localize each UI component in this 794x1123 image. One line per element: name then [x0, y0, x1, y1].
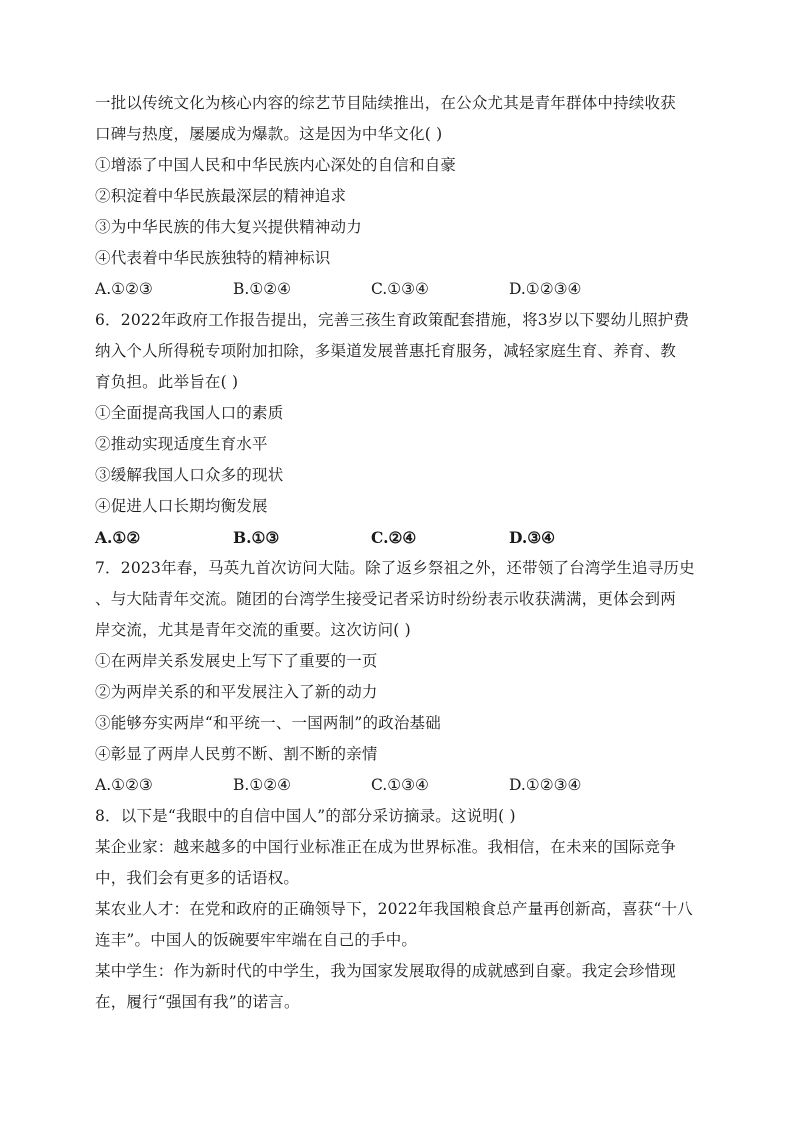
statement-item: ④促进人口长期均衡发展: [95, 497, 268, 515]
answer-options: [95, 522, 705, 553]
option-a: A.①②③: [95, 776, 153, 794]
question-stem-line: 7．2023年春，马英九首次访问大陆。除了返乡祭祖之外，还带领了台湾学生追寻历史: [95, 559, 695, 577]
option-c: C.①③④: [371, 776, 429, 794]
quote-line: 连丰”。中国人的饭碗要牢牢端在自己的手中。: [95, 931, 418, 949]
statement-item: ②积淀着中华民族最深层的精神追求: [95, 187, 347, 205]
question-stem-line: 育负担。此举旨在( ): [95, 373, 239, 391]
question-6: [95, 305, 705, 553]
option-a: A.①②: [95, 528, 141, 547]
exam-page: [95, 88, 705, 1018]
statement-item: ②推动实现适度生育水平: [95, 435, 268, 453]
answer-options: [95, 770, 705, 801]
option-a: A.①②③: [95, 280, 153, 298]
option-d: D.③④: [509, 528, 556, 547]
quote-line: 某企业家：越来越多的中国行业标准正在成为世界标准。我相信，在未来的国际竞争: [95, 838, 676, 856]
statement-item: ③为中华民族的伟大复兴提供精神动力: [95, 218, 362, 236]
answer-options: [95, 274, 705, 305]
option-d: D.①②③④: [509, 776, 582, 794]
option-c: C.②④: [371, 528, 417, 547]
question-stem-line: 口碑与热度，屡屡成为爆款。这是因为中华文化( ): [95, 125, 443, 143]
quote-line: 某农业人才：在党和政府的正确领导下，2022年我国粮食总产量再创新高，喜获“十八: [95, 900, 693, 918]
question-stem-line: 岸交流，尤其是青年交流的重要。这次访问( ): [95, 621, 411, 639]
statement-item: ①增添了中国人民和中华民族内心深处的自信和自豪: [95, 156, 457, 174]
statement-item: ④彰显了两岸人民剪不断、割不断的亲情: [95, 745, 378, 763]
statement-item: ②为两岸关系的和平发展注入了新的动力: [95, 683, 378, 701]
question-stem-line: 一批以传统文化为核心内容的综艺节目陆续推出，在公众尤其是青年群体中持续收获: [95, 94, 676, 112]
statement-item: ④代表着中华民族独特的精神标识: [95, 249, 331, 267]
question-stem-line: 、与大陆青年交流。随团的台湾学生接受记者采访时纷纷表示收获满满，更体会到两: [95, 590, 676, 608]
question-5: [95, 88, 705, 305]
option-b: B.①③: [233, 528, 280, 547]
question-stem-line: 8．以下是“我眼中的自信中国人”的部分采访摘录。这说明( ): [95, 807, 516, 825]
question-7: [95, 553, 705, 801]
statement-item: ③缓解我国人口众多的现状: [95, 466, 284, 484]
option-d: D.①②③④: [509, 280, 582, 298]
option-c: C.①③④: [371, 280, 429, 298]
question-stem-line: 6．2022年政府工作报告提出，完善三孩生育政策配套措施，将3岁以下婴幼儿照护费: [95, 311, 690, 329]
quote-line: 在，履行“强国有我”的诺言。: [95, 993, 300, 1011]
statement-item: ①在两岸关系发展史上写下了重要的一页: [95, 652, 378, 670]
question-stem-line: 纳入个人所得税专项附加扣除，多渠道发展普惠托育服务，减轻家庭生育、养育、教: [95, 342, 676, 360]
statement-item: ①全面提高我国人口的素质: [95, 404, 284, 422]
option-b: B.①②④: [233, 280, 292, 298]
quote-line: 中，我们会有更多的话语权。: [95, 869, 300, 887]
quote-line: 某中学生：作为新时代的中学生，我为国家发展取得的成就感到自豪。我定会珍惜现: [95, 962, 676, 980]
question-8: [95, 801, 705, 1018]
option-b: B.①②④: [233, 776, 292, 794]
statement-item: ③能够夯实两岸“和平统一、一国两制”的政治基础: [95, 714, 441, 732]
